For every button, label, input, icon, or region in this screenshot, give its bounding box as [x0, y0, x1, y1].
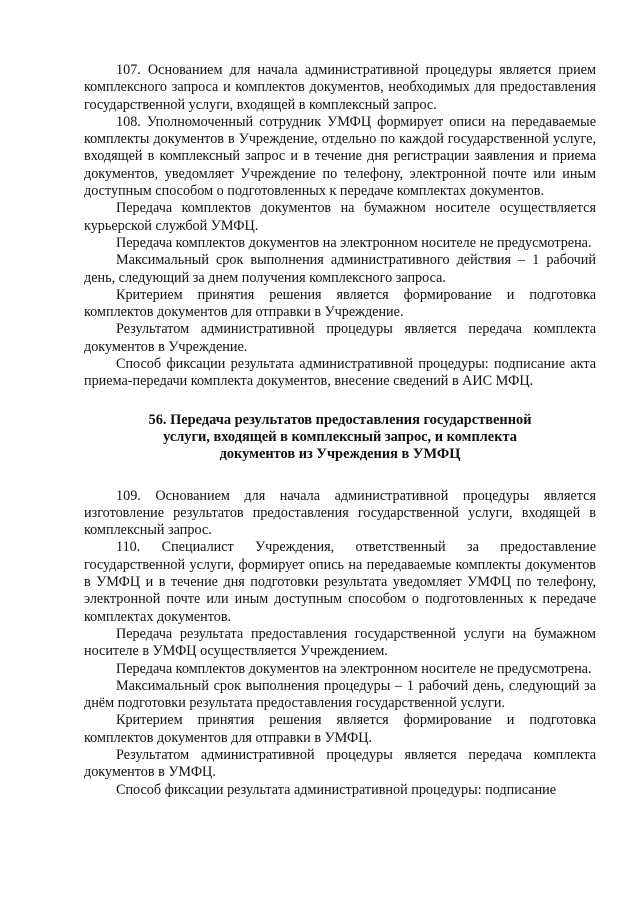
paragraph-procedure-result: Результатом административной процедуры является передача комплекта документов в Учреждение.: [84, 321, 596, 355]
paragraph-108: 108. Уполномоченный сотрудник УМФЦ формирует описи на передаваемые комплекты документов в Учреждение, отдельно по каждой государственной услуге, входящей в комплексный запрос и в течение дня регистрации заявления и приема документов, уведомляет Учреждение по телефону, электронной почте или иным доступным способом о подготовленных к передаче комплектах документов.: [84, 113, 596, 200]
paragraph-max-term: Максимальный срок выполнения процедуры – 1 рабочий день, следующий за днём подготовки результата предоставления государственной услуги.: [84, 677, 596, 712]
paragraph-max-term: Максимальный срок выполнения административного действия – 1 рабочий день, следующий за днем получения комплексного запроса.: [84, 252, 596, 286]
paragraph-result-paper-transfer: Передача результата предоставления государственной услуги на бумажном носителе в УМФЦ осуществляется Учреждением.: [84, 625, 596, 660]
paragraph-decision-criterion: Критерием принятия решения является формирование и подготовка комплектов документов для отправки в Учреждение.: [84, 286, 596, 321]
paragraph-procedure-result: Результатом административной процедуры является передача комплекта документов в УМФЦ.: [84, 746, 596, 781]
paragraph-electronic-transfer: Передача комплектов документов на электронном носителе не предусмотрена.: [116, 234, 592, 251]
section-heading-line: услуги, входящей в комплексный запрос, и комплекта: [163, 428, 517, 445]
paragraph-electronic-transfer: Передача комплектов документов на электронном носителе не предусмотрена.: [116, 660, 592, 677]
paragraph-109: 109. Основанием для начала административной процедуры является изготовление результатов предоставления государственной услуги, входящей в комплексный запрос.: [84, 487, 596, 539]
paragraph-110: 110. Специалист Учреждения, ответственный за предоставление государственной услуги, формирует опись на передаваемые комплекты документов в УМФЦ и в течение дня подготовки результата уведомляет УМФЦ по телефону, электронной почте или иным доступным способом о подготовленных к передаче комплектах документов.: [84, 539, 596, 625]
paragraph-107: 107. Основанием для начала административной процедуры является прием комплексного запроса и комплектов документов, необходимых для предоставления государственной услуги, входящей в комплексный запрос.: [84, 62, 596, 113]
paragraph-fixation-method: Способ фиксации результата административной процедуры: подписание: [116, 781, 557, 798]
document-page: [84, 62, 596, 799]
section-heading-line: документов из Учреждения в УМФЦ: [219, 446, 461, 463]
section-heading-line: 56. Передача результатов предоставления государственной: [148, 411, 532, 428]
paragraph-decision-criterion: Критерием принятия решения является формирование и подготовка комплектов документов для отправки в УМФЦ.: [84, 712, 596, 746]
paragraph-paper-transfer: Передача комплектов документов на бумажном носителе осуществляется курьерской службой УМФЦ.: [84, 200, 596, 234]
paragraph-fixation-method: Способ фиксации результата административной процедуры: подписание акта приема-передачи комплекта документов, внесение сведений в АИС МФЦ.: [84, 356, 596, 390]
section-heading-56: [84, 412, 596, 464]
